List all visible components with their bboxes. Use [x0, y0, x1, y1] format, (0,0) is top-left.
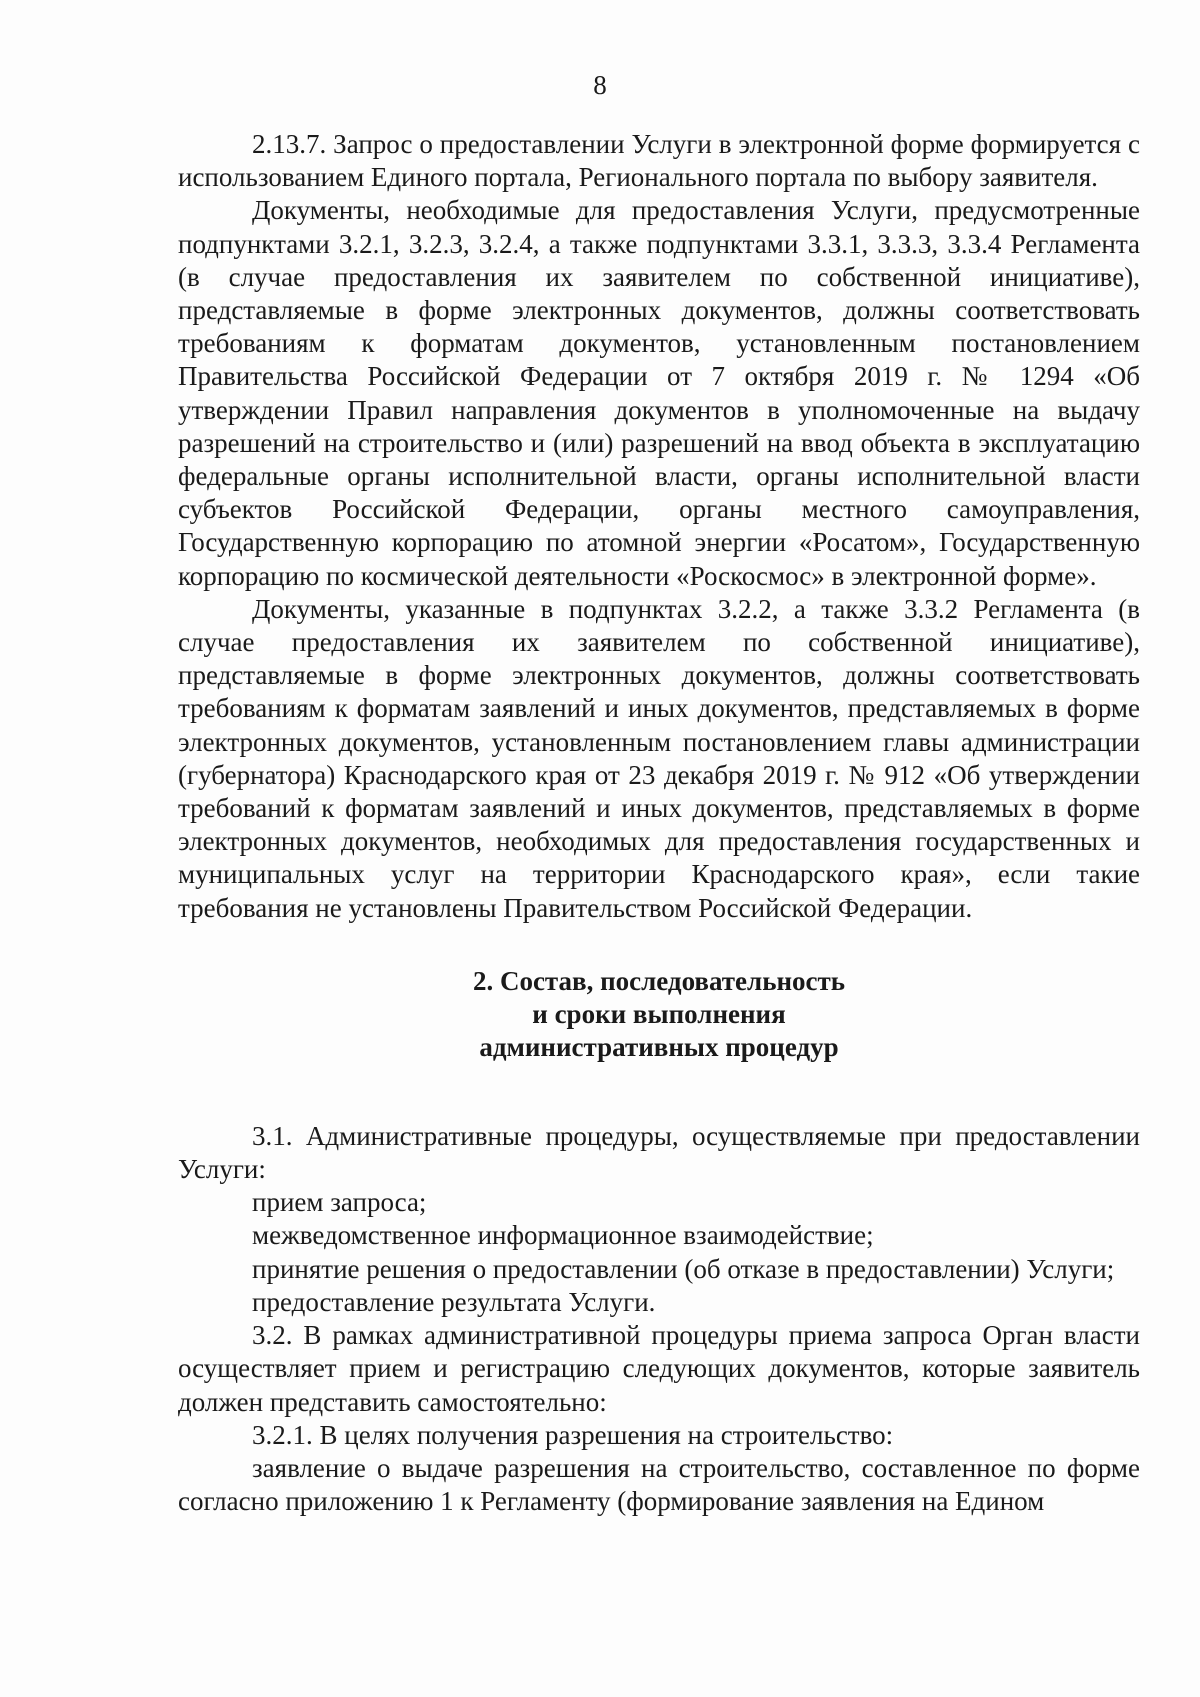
paragraph-3-2-1: 3.2.1. В целях получения разрешения на строительство: — [252, 1419, 894, 1450]
paragraph-electronic-documents-requirements: Документы, необходимые для предоставления Услуги, предусмотренные подпунктами 3.2.1, 3.2.3, 3.2.4, а также подпунктами 3.3.1, 3.3.3, 3.3.4 Регламента (в случае предоставления их заявителем по собственной инициативе), представляемые в форме электронных документов, должны соответствовать требованиям к форматам документов, установленным постановлением Правительства Российской Федерации от 7 октября 2019 г. № 1294 «Об утверждении Правил направления документов в уполномоченные на выдачу разрешений на строительство и (или) разрешений на ввод объекта в эксплуатацию федеральные органы исполнительной власти, органы исполнительной власти субъектов Российской Федерации, органы местного самоуправления, Государственную корпорацию по атомной энергии «Росатом», Государственную корпорацию по космической деятельности «Роскосмос» в электронной форме». — [178, 195, 1140, 591]
section-heading — [178, 965, 1140, 1064]
page-number: 8 — [593, 70, 607, 100]
heading-line-3: административных процедур — [479, 1031, 839, 1062]
list-item: прием запроса; — [252, 1187, 427, 1218]
paragraph-3-1: 3.1. Административные процедуры, осуществляемые при предоставлении Услуги: — [178, 1120, 1140, 1185]
paragraph-documents-3-2-2: Документы, указанные в подпунктах 3.2.2, а также 3.3.2 Регламента (в случае предоставления их заявителем по собственной инициативе), представляемые в форме электронных документов, должны соответствовать требованиям к форматам заявлений и иных документов, представляемых в форме электронных документов, установленным постановлением главы администрации (губернатора) Краснодарского края от 23 декабря 2019 г. № 912 «Об утверждении требований к форматам заявлений и иных документов, представляемых в форме электронных документов, необходимых для предоставления государственных и муниципальных услуг на территории Краснодарского края», если такие требования не установлены Правительством Российской Федерации. — [178, 593, 1140, 923]
heading-line-1: 2. Состав, последовательность — [472, 965, 846, 996]
list-item: межведомственное информационное взаимодействие; — [252, 1220, 874, 1251]
paragraph-application-form: заявление о выдаче разрешения на строительство, составленное по форме согласно приложению 1 к Регламенту (формирование заявления на Едином — [178, 1452, 1140, 1517]
list-item: предоставление результата Услуги. — [252, 1286, 656, 1317]
list-item: принятие решения о предоставлении (об отказе в предоставлении) Услуги; — [252, 1253, 1115, 1284]
document-body — [178, 128, 1140, 1518]
paragraph-2-13-7: 2.13.7. Запрос о предоставлении Услуги в электронной форме формируется с использованием Единого портала, Регионального портала по выбору заявителя. — [178, 129, 1140, 193]
paragraph-3-2: 3.2. В рамках административной процедуры приема запроса Орган власти осуществляет прием и регистрацию следующих документов, которые заявитель должен представить самостоятельно: — [178, 1320, 1140, 1417]
heading-line-2: и сроки выполнения — [532, 998, 786, 1029]
